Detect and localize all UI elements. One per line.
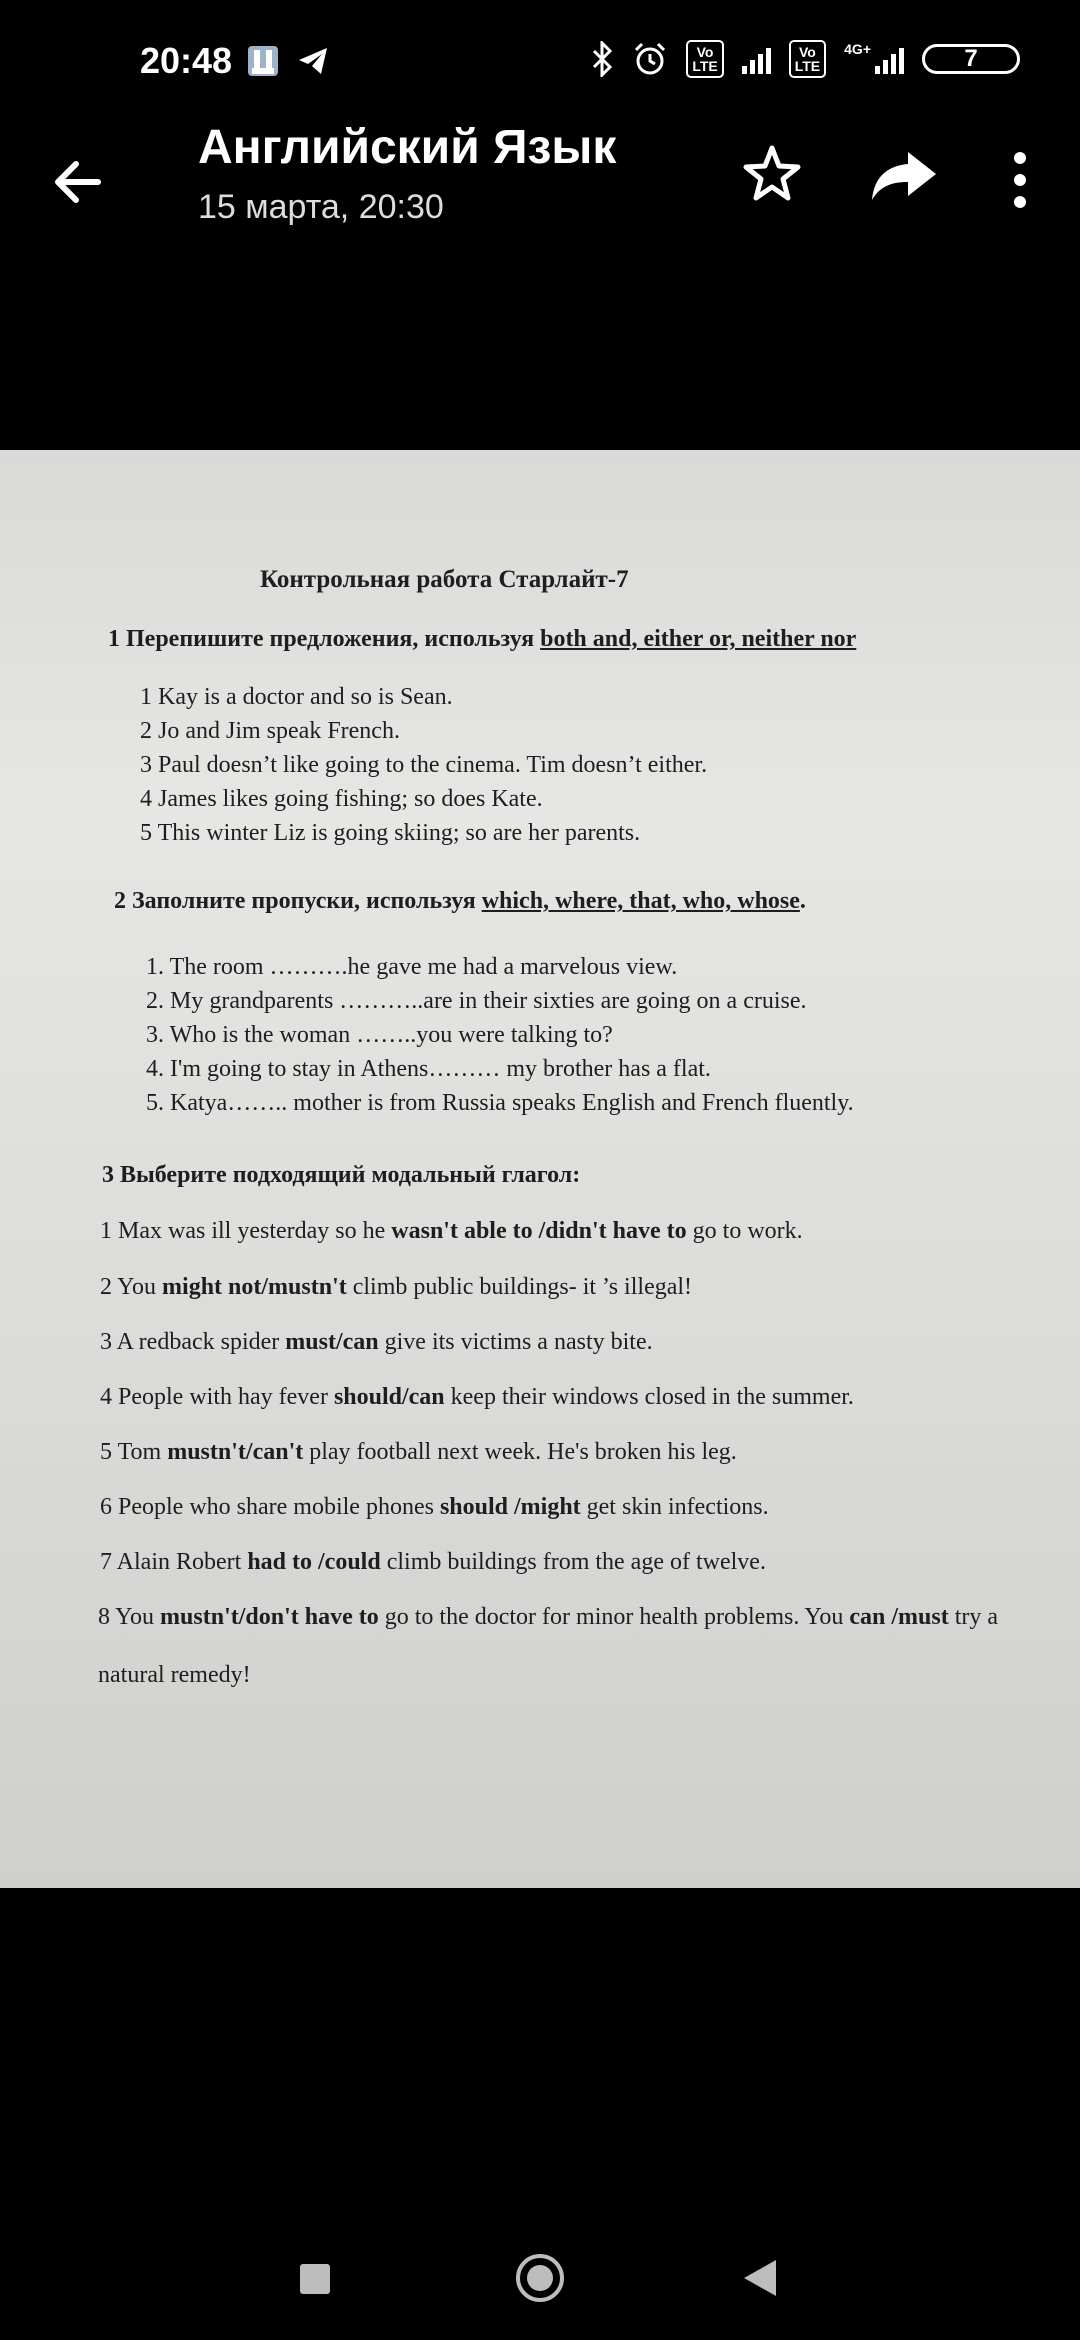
list-item: 1 Kay is a doctor and so is Sean. <box>140 684 453 710</box>
list-item: 4 James likes going fishing; so does Kate. <box>140 786 543 812</box>
section3-heading: 3 Выберите подходящий модальный глагол: <box>102 1162 581 1188</box>
chat-title: Английский Язык <box>198 121 617 174</box>
list-item: 4 People with hay fever should/can keep their windows closed in the summer. <box>100 1384 854 1410</box>
volte-badge-1: Vo LTE <box>686 40 723 78</box>
list-item: 5 This winter Liz is going skiing; so are her parents. <box>140 820 641 846</box>
list-item: 6 People who share mobile phones should /might get skin infections. <box>100 1494 769 1520</box>
recents-square-icon[interactable] <box>298 2262 332 2296</box>
list-item: 5. Katya…….. mother is from Russia speaks English and French fluently. <box>146 1090 854 1116</box>
status-bar <box>0 0 1080 120</box>
message-date: 15 марта, 20:30 <box>198 188 444 226</box>
list-item: 2 You might not/mustn't climb public buildings- it ’s illegal! <box>100 1274 693 1300</box>
back-triangle-icon[interactable] <box>742 2258 778 2298</box>
list-item: 2. My grandparents ………..are in their sixties are going on a cruise. <box>146 988 807 1014</box>
signal-icon-2 <box>875 44 904 74</box>
star-icon[interactable] <box>740 142 804 206</box>
back-arrow-icon[interactable] <box>48 152 108 212</box>
status-time: 20:48 <box>140 40 233 81</box>
section1-heading: 1 Перепишите предложения, используя both and, either or, neither nor <box>108 626 857 652</box>
document-photo[interactable] <box>0 450 1080 1888</box>
section2-heading: 2 Заполните пропуски, используя which, where, that, who, whose. <box>114 888 806 914</box>
signal-icon-1 <box>742 44 771 74</box>
more-options-icon[interactable] <box>1000 148 1040 212</box>
list-item-continuation: natural remedy! <box>98 1662 251 1688</box>
list-item: 1 Max was ill yesterday so he wasn't able to /didn't have to go to work. <box>100 1218 803 1244</box>
list-item: 3 A redback spider must/can give its victims a nasty bite. <box>100 1329 653 1355</box>
navigation-bar <box>0 2200 1080 2340</box>
list-item: 8 You mustn't/don't have to go to the doctor for minor health problems. You can /must try a <box>98 1604 999 1630</box>
alarm-icon <box>632 41 668 77</box>
home-circle-icon[interactable] <box>514 2252 566 2304</box>
volte-badge-2: Vo LTE <box>789 40 826 78</box>
notification-app-icon <box>246 44 280 78</box>
list-item: 1. The room ……….he gave me had a marvelous view. <box>146 954 678 980</box>
bluetooth-icon <box>590 41 614 77</box>
status-right-icons <box>590 40 1020 78</box>
list-item: 7 Alain Robert had to /could climb buildings from the age of twelve. <box>100 1549 766 1575</box>
list-item: 5 Tom mustn't/can't play football next week. He's broken his leg. <box>100 1439 737 1465</box>
list-item: 3. Who is the woman ……..you were talking to? <box>146 1022 613 1048</box>
list-item: 2 Jo and Jim speak French. <box>140 718 400 744</box>
document-title: Контрольная работа Старлайт-7 <box>260 566 629 593</box>
list-item: 4. I'm going to stay in Athens……… my brother has a flat. <box>146 1056 711 1082</box>
network-type: 4G+ <box>844 41 871 57</box>
battery-level: 7 <box>964 45 978 72</box>
list-item: 3 Paul doesn’t like going to the cinema. Tim doesn’t either. <box>140 752 708 778</box>
telegram-icon <box>296 44 330 78</box>
app-bar <box>0 120 1080 230</box>
battery-icon <box>922 44 1020 74</box>
share-forward-icon[interactable] <box>868 144 940 208</box>
